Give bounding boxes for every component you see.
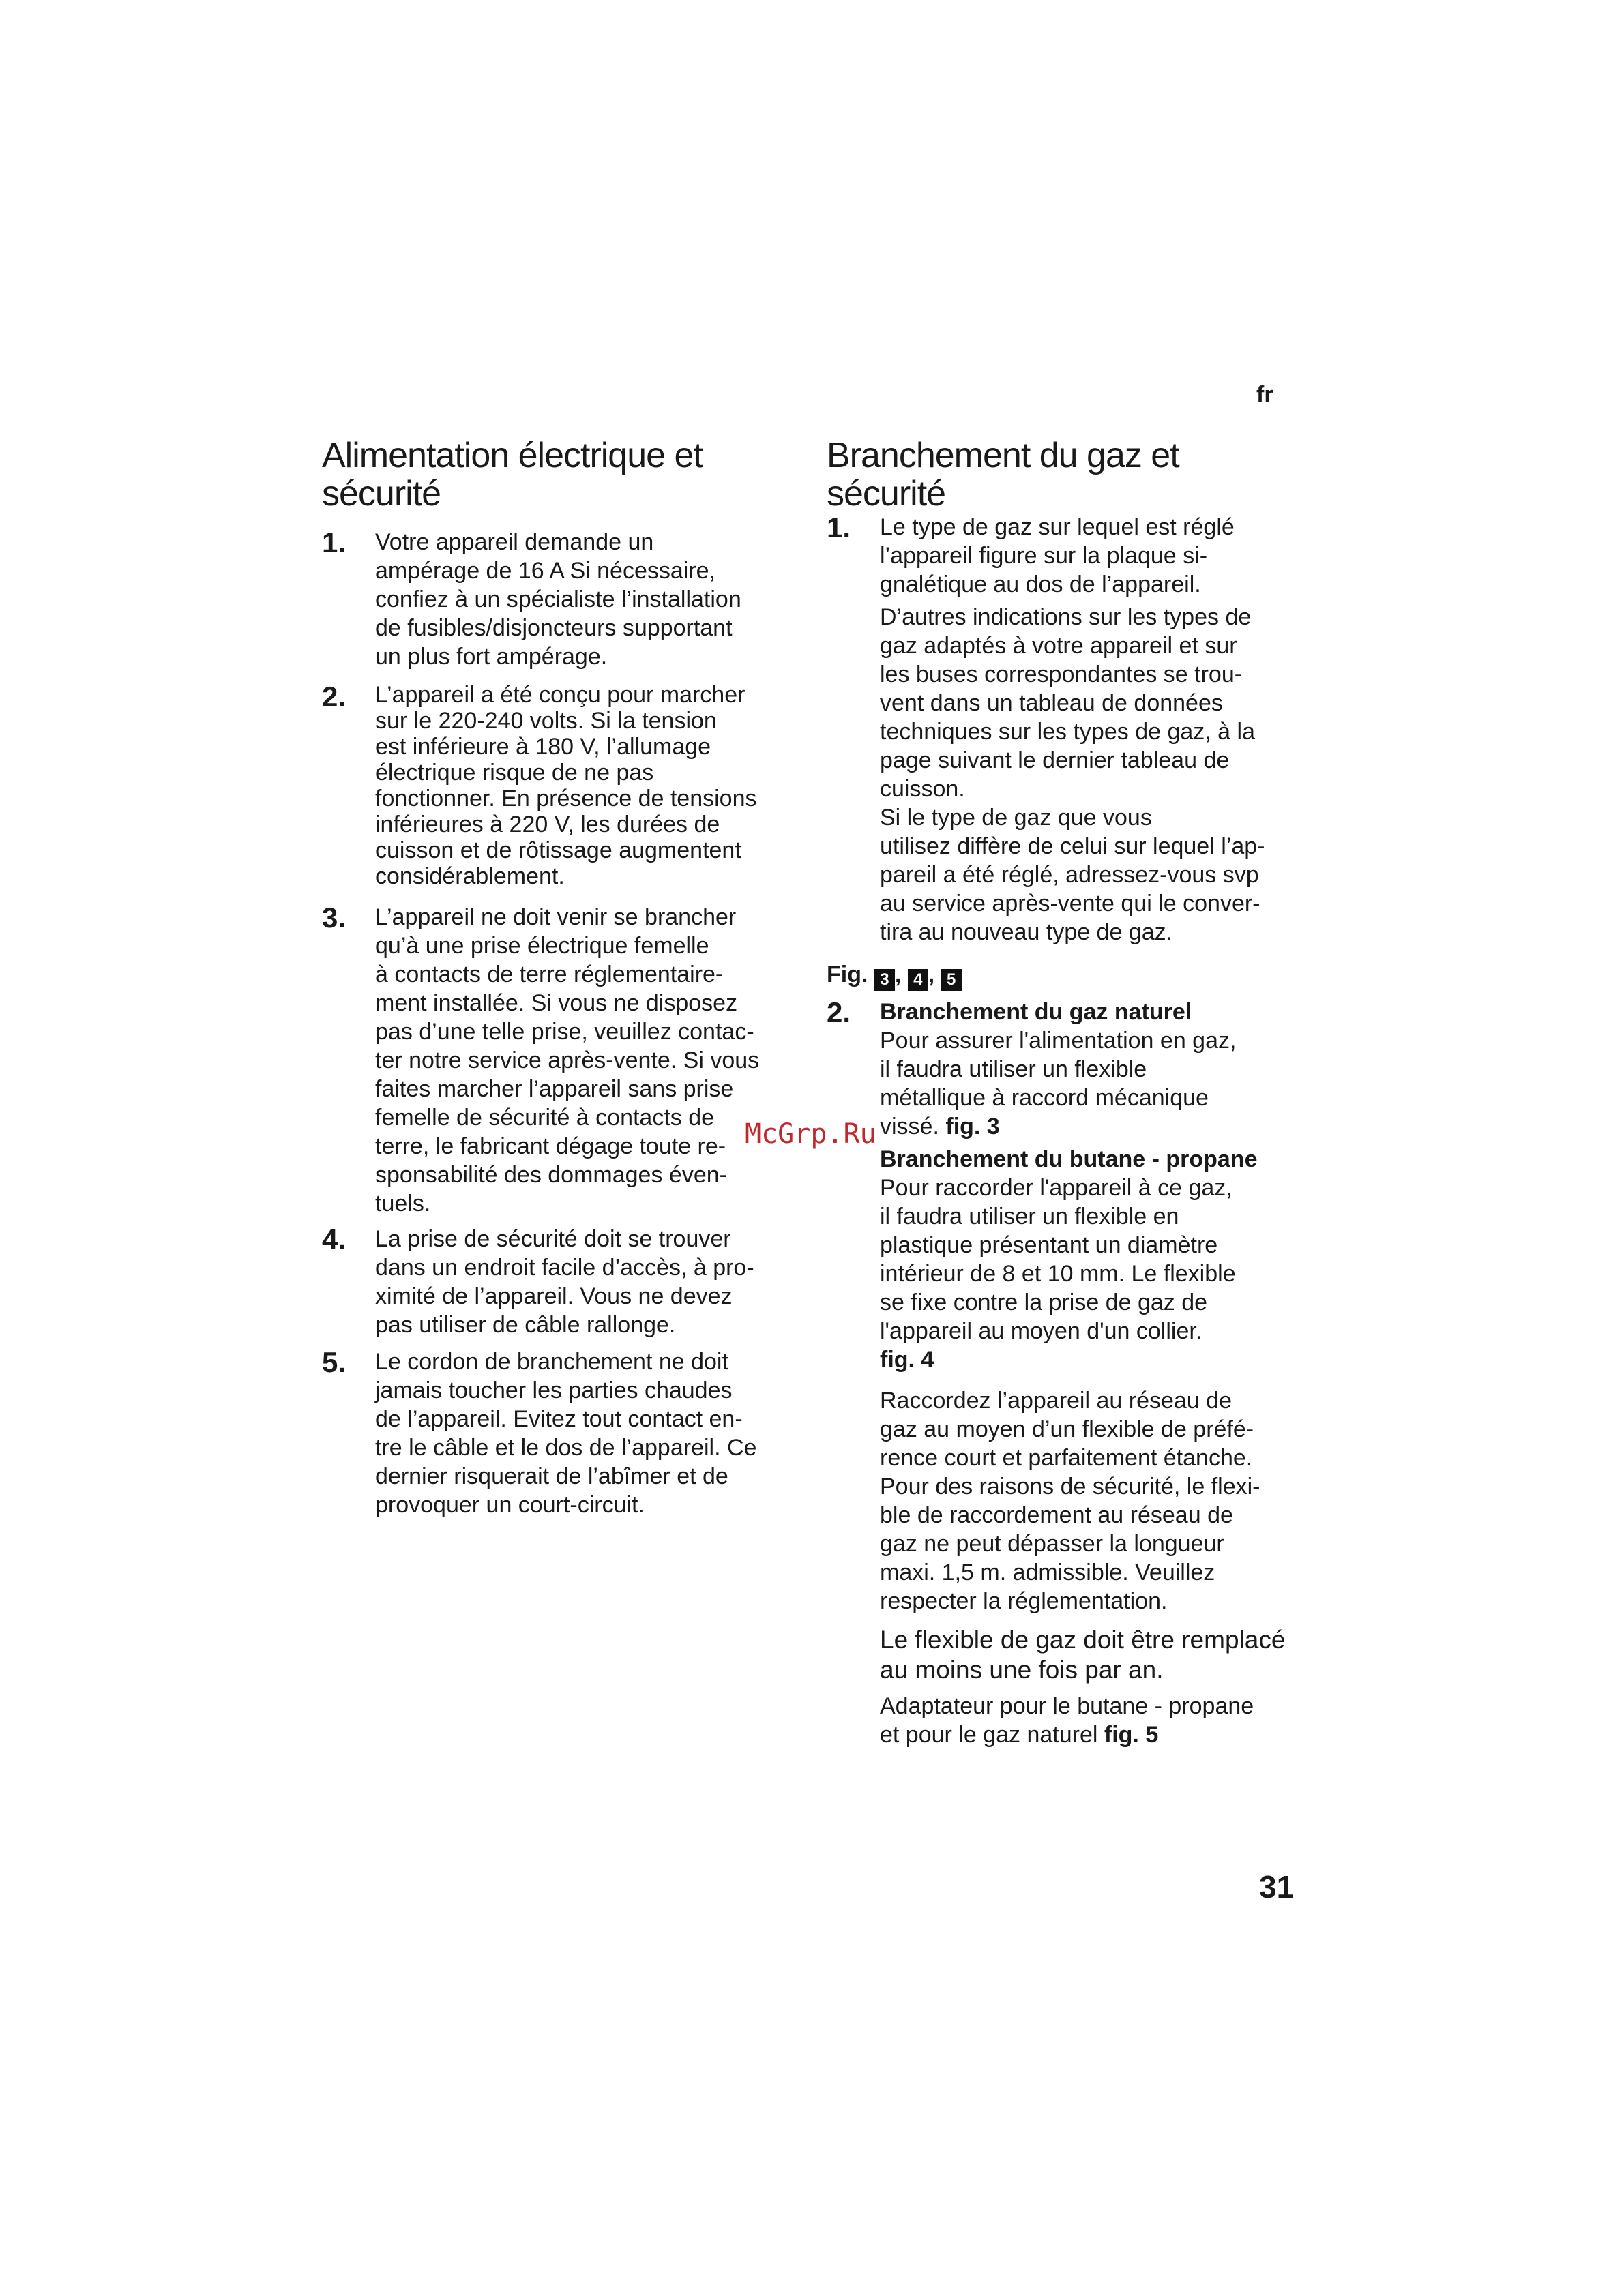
watermark: McGrp.Ru [745,1118,876,1150]
replacement-notice: Le flexible de gaz doit être remplacé au moins une fois par an. [880,1626,1286,1684]
left-column [322,436,799,1519]
language-code: fr [1256,382,1273,408]
gas-indications-text: D’autres indications sur les types de gaz adaptés à votre appareil et sur les buses correspondantes se trou- vent dans un tableau de données techniques sur les types de gaz, à la page suivant le dernier tableau de cuisson. [880,604,1255,802]
network-connection-text: Raccordez l’appareil au réseau de gaz au moyen d’un flexible de préfé- rence court et parfaitement étanche. Pour des raisons de sécurité, le flexi- ble de raccordement au réseau de gaz ne peut dépasser la longueur maxi. 1,5 m. admissible. Veuillez respecter la réglementation. [880,1388,1260,1614]
figure-reference: Fig. 3 , 4 , 5 [827,960,1325,991]
natural-gas-section: Branchement du gaz naturel Pour assurer l'alimentation en gaz, il faudra utiliser un flexible métallique à raccord mécanique vissé. fig. 3 [880,998,1325,1141]
item-number: 1. [827,511,851,543]
figure-badge: 5 [941,969,962,991]
item-text: La prise de sécurité doit se trouver dans un endroit facile d’accès, à pro- ximité de l’appareil. Vous ne devez pas utiliser de câble rallonge. [375,1226,754,1338]
item-number: 5. [322,1346,346,1378]
gas-conversion-text: Si le type de gaz que vous utilisez diffère de celui sur lequel l’ap- pareil a été réglé, adressez-vous svp au service après-vente qui le conver- tira au nouveau type de gaz. [880,805,1265,945]
right-column [827,436,1325,1749]
adapter-text: Adaptateur pour le butane - propane et pour le gaz naturel fig. 5 [880,1693,1254,1748]
gas-type-text: Le type de gaz sur lequel est réglé l’appareil figure sur la plaque si- gnalétique au dos de l’appareil. [880,514,1235,597]
item-number: 1. [322,526,346,558]
item-number: 3. [322,901,346,934]
butane-heading: Branchement du butane - propane [880,1146,1258,1172]
list-item [322,682,799,889]
item-text: L’appareil a été conçu pour marcher sur le 220-240 volts. Si la tension est inférieure à 180 V, l’allumage électrique risque de ne pas fonctionner. En présence de tensions inférieures à 220 V, les durées de cuisson et de rôtissage augmentent considérablement. [375,682,757,889]
figure-badge: 3 [874,969,895,991]
list-item [827,513,1325,946]
item-number: 2. [827,996,851,1028]
list-item [322,1225,799,1339]
item-text: Le cordon de branchement ne doit jamais toucher les parties chaudes de l’appareil. Evitez tout contact en- tre le câble et le dos de l’appareil. Ce dernier risquerait de l’abîmer et de provoquer un court-circuit. [375,1349,757,1518]
page-number: 31 [1259,1869,1295,1905]
item-number: 4. [322,1223,346,1255]
item-number: 2. [322,681,346,713]
list-item [322,903,799,1218]
natural-gas-heading: Branchement du gaz naturel [880,999,1192,1025]
section-title-gas: Branchement du gaz et sécurité [827,436,1179,513]
section-title-electric: Alimentation électrique et sécurité [322,436,703,513]
list-item [322,1347,799,1519]
item-text: L’appareil ne doit venir se brancher qu’à une prise électrique femelle à contacts de terre réglementaire- ment installée. Si vous ne disposez pas d’une telle prise, veuillez contac- ter notre service après-vente. Si vous faites marcher l’appareil sans prise femelle de sécurité à contacts de terre, le fabricant dégage toute re- sponsabilité des dommages éven- tuels. [375,904,760,1217]
butane-section: Branchement du butane - propane Pour raccorder l'appareil à ce gaz, il faudra utiliser un flexible en plastique présentant un diamètre intérieur de 8 et 10 mm. Le flexible se fixe contre la prise de gaz de l'appareil au moyen d'un collier. fig. 4 [880,1145,1325,1374]
figure-badge: 4 [908,969,928,991]
list-item [827,998,1325,1749]
item-text: Votre appareil demande un ampérage de 16 A Si nécessaire, confiez à un spécialiste l’installation de fusibles/disjoncteurs supportant un plus fort ampérage. [375,529,741,670]
list-item [322,528,799,671]
